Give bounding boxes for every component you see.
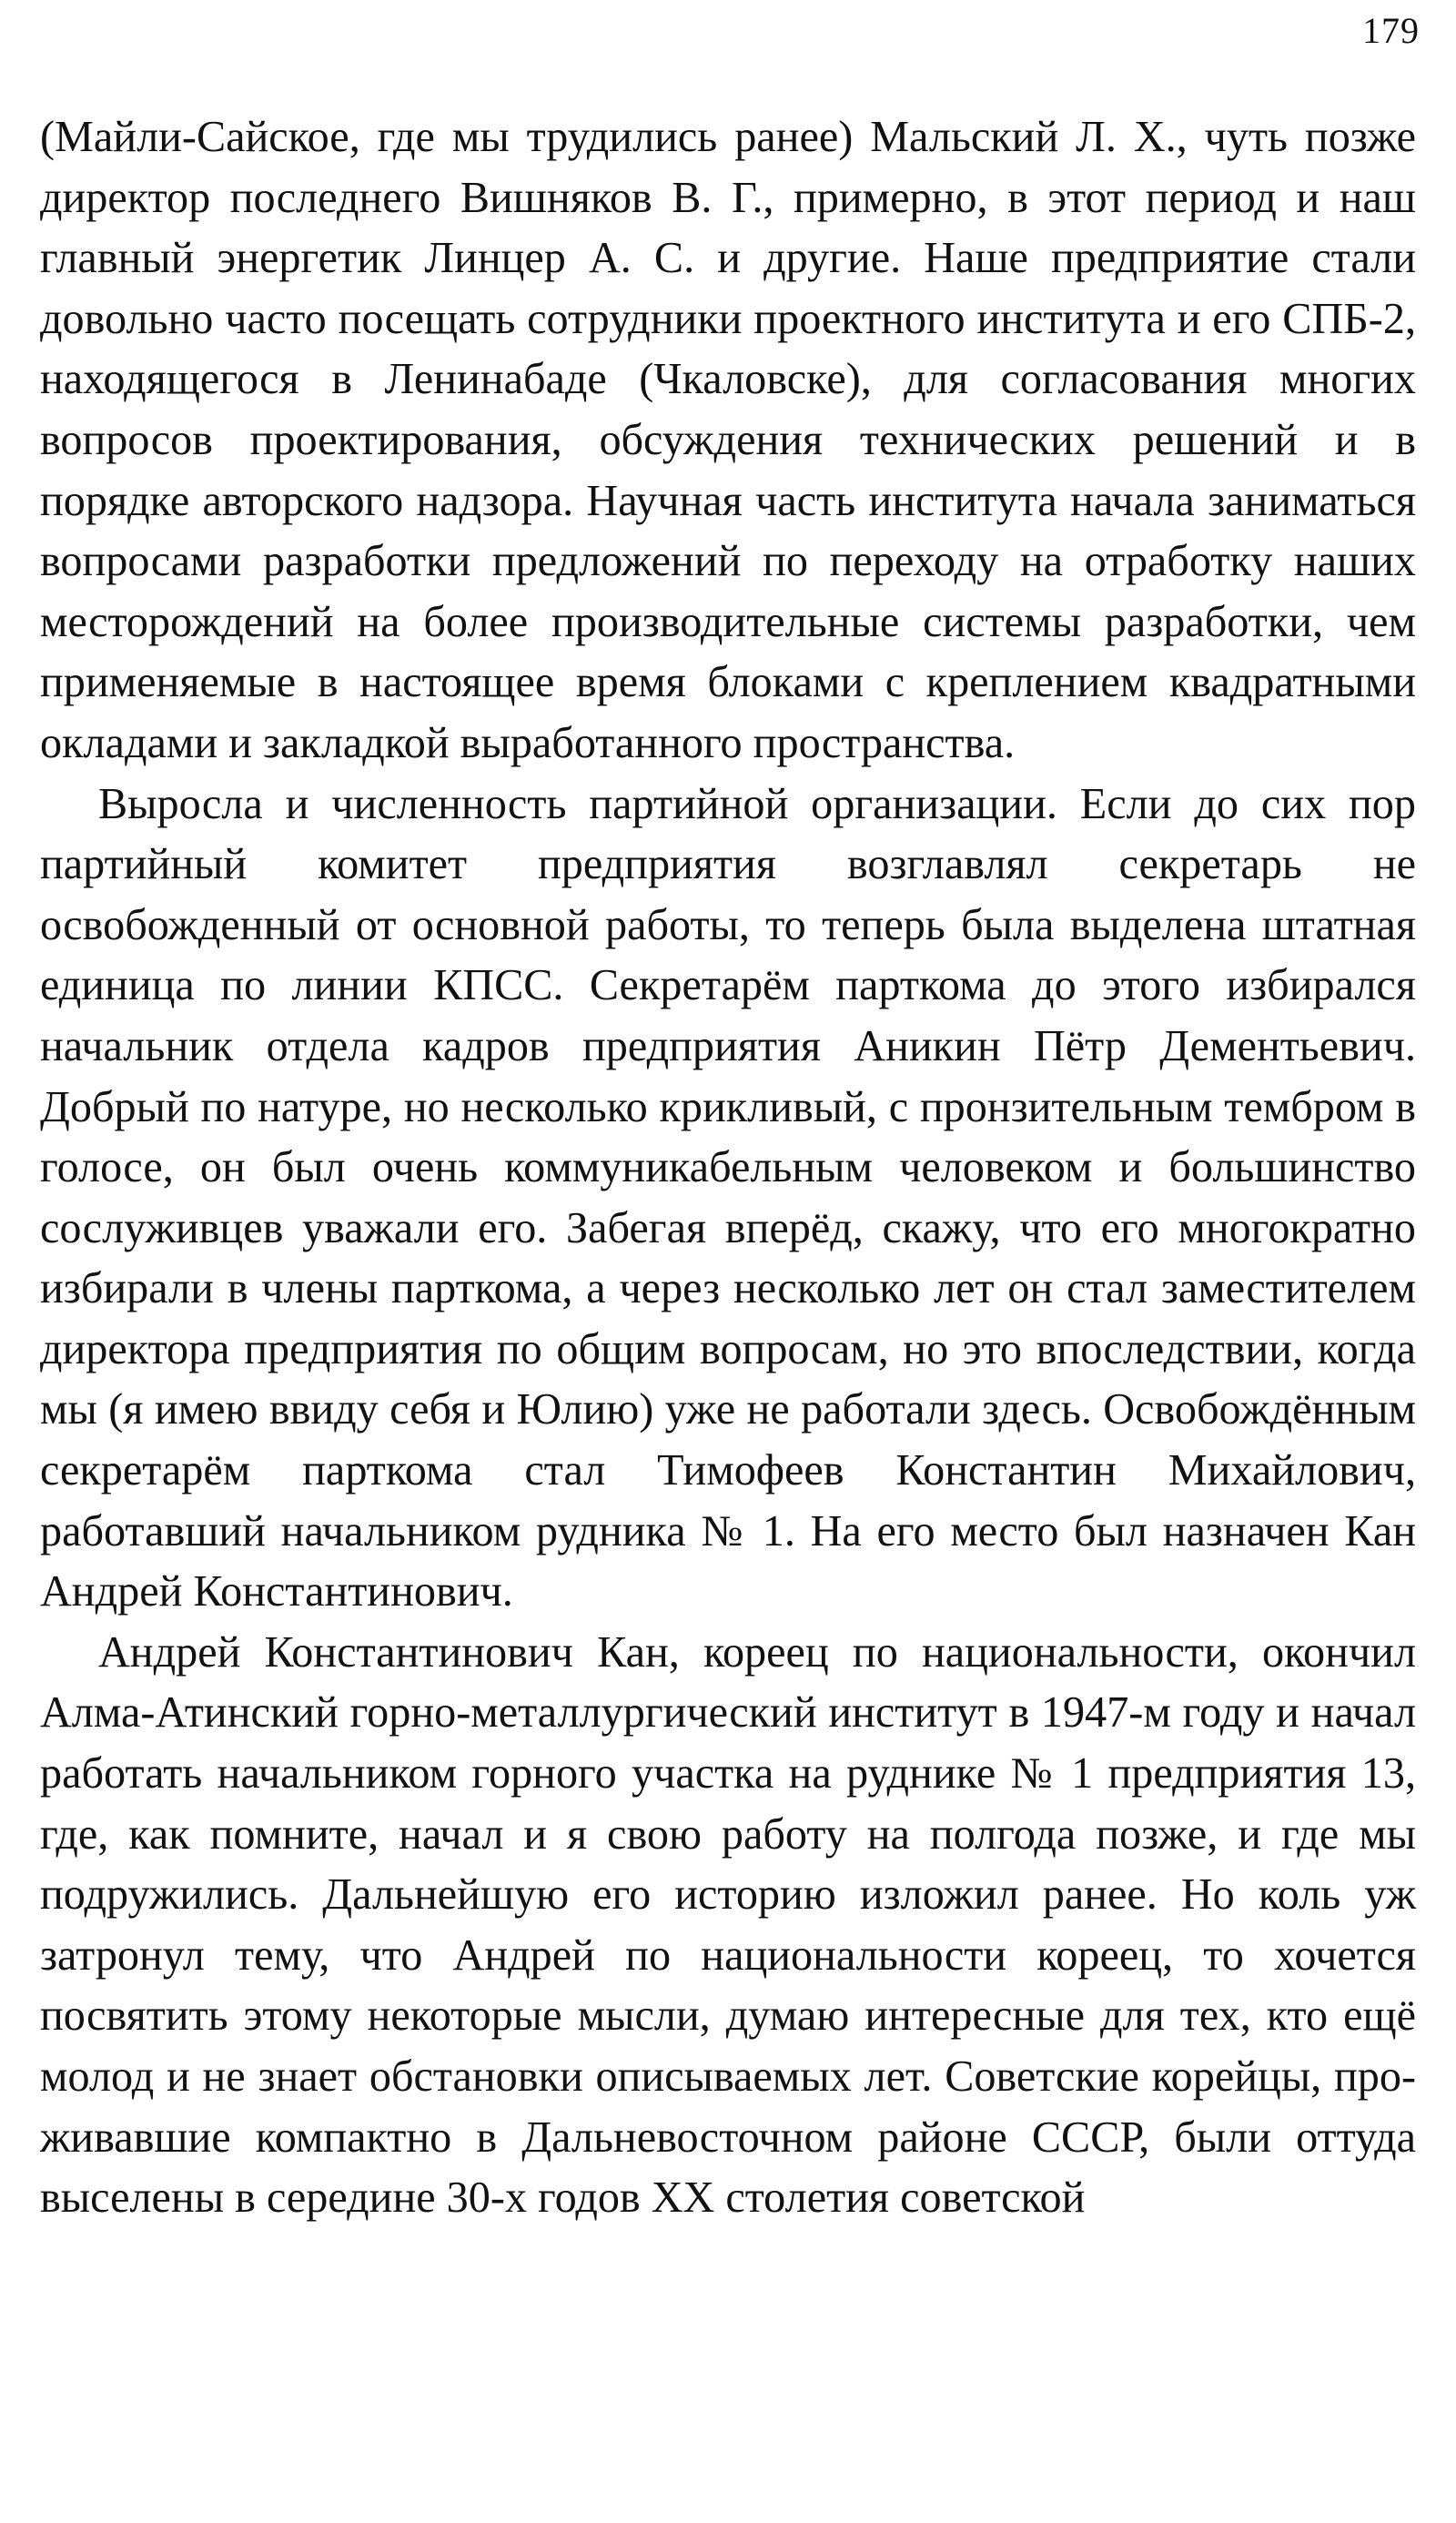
paragraph-continued: (Майли-Сайское, где мы трудились ранее) Мальский Л. Х., чуть позже директор последнего Вишняков В. Г., примерно, в этот период и наш главный энергетик Линцер А. С. и другие. Наше предприятие стали довольно часто посещать сотрудники проектного института и его СПБ-2, находящегося в Ленинабаде (Чкаловске), для согласования многих вопросов проектирования, обсуждения технических решений и в порядке авторского надзора. Научная часть института начала заниматься вопросами разработки предложений по переходу на отработку наших месторождений на более производительные системы разработки, чем применяемые в настоящее время блоками с креплением квадратными окладами и закладкой выработанного пространства.: [40, 113, 1416, 767]
page-number: 179: [1362, 10, 1420, 51]
paragraph-party-organization: Выросла и численность партийной организации. Если до сих пор партийный комитет предприятия возглавлял секретарь не освобожденный от основной работы, то теперь была выделена штатная единица по линии КПСС. Секретарём парткома до этого избирался начальник отдела кадров предприятия Аникин Пётр Дементьевич. Добрый по натуре, но несколько крикливый, с пронзительным тембром в голосе, он был очень коммуникабельным человеком и большинство сослуживцев уважали его. Забегая вперёд, скажу, что его многократно избирали в члены парткома, а через несколько лет он стал заместителем директора предприятия по общим вопросам, но это впоследствии, когда мы (я имею ввиду себя и Юлию) уже не работали здесь. Освобождённым секретарём парткома стал Тимофеев Константин Михайлович, работавший начальником рудника № 1. На его место был назначен Кан Андрей Константинович.: [40, 779, 1416, 1616]
paragraph-kan-biography: Андрей Константинович Кан, кореец по национальности, окончил Алма-Атинский горно-металлургический институт в 1947-м году и начал работать начальником горного участка на руднике № 1 предприятия 13, где, как помните, начал и я свою работу на полгода позже, и где мы подружились. Дальнейшую его историю изложил ранее. Но коль уж затронул тему, что Андрей по национальности кореец, то хочется посвятить этому некоторые мысли, думаю интересные для тех, кто ещё молод и не знает обстановки описываемых лет. Советские корейцы, проживавшие компактно в Дальневосточном районе СССР, были оттуда выселены в середине 30-х годов XX столетия советской: [40, 1627, 1416, 2223]
body-text: [40, 107, 1416, 2229]
